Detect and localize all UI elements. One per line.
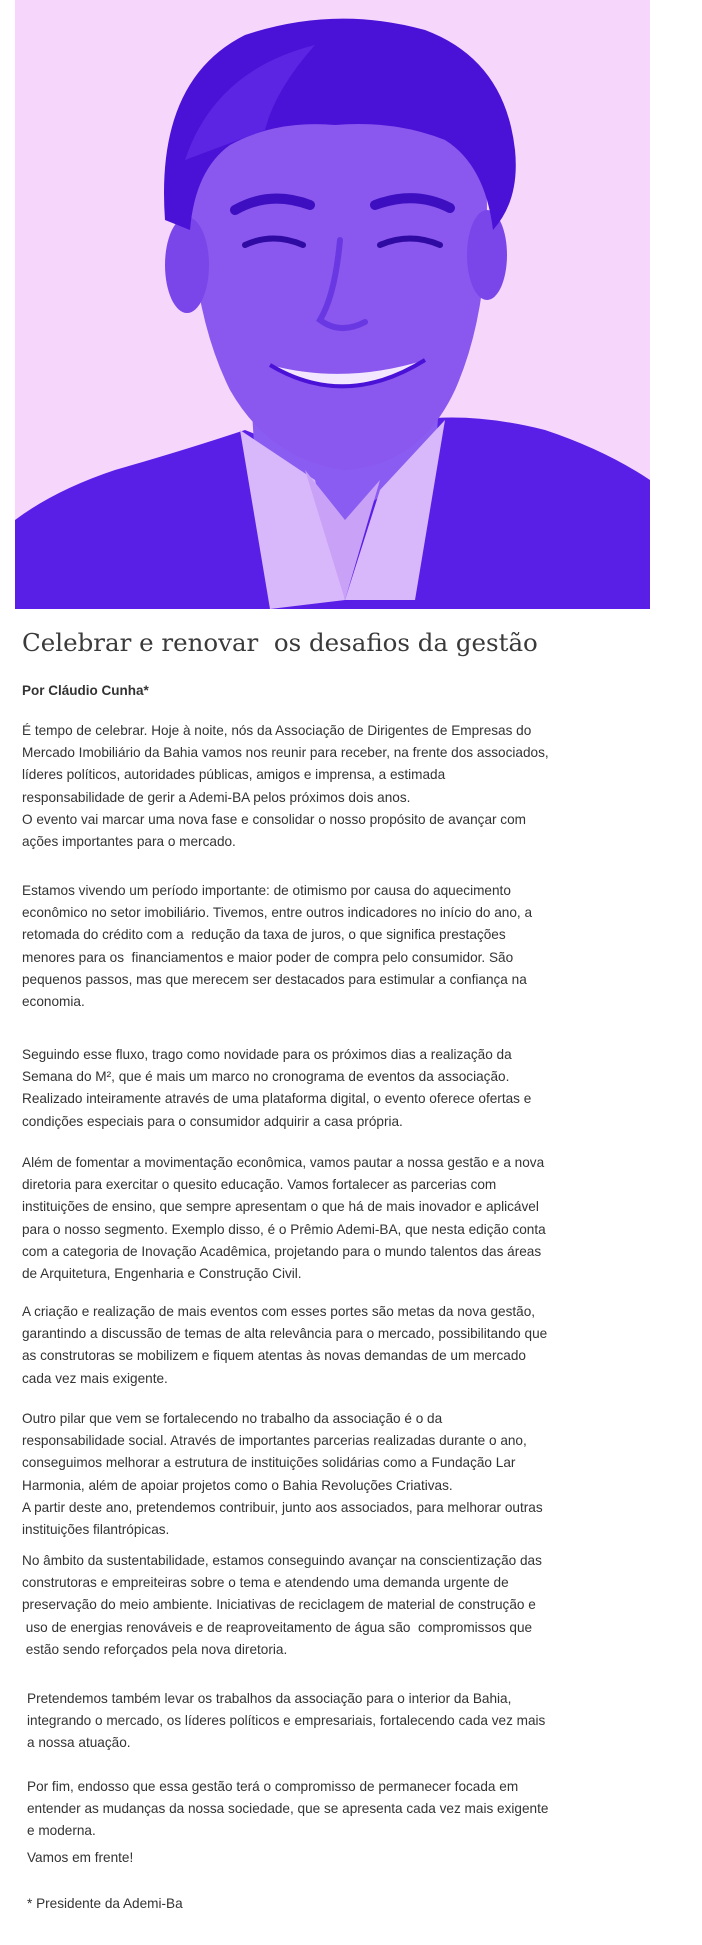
paragraph-line: pequenos passos, mas que merecem ser destacados para estimular a confiança na	[22, 971, 527, 987]
article-paragraph	[22, 1044, 582, 1133]
paragraph-line: econômico no setor imobiliário. Tivemos, entre outros indicadores no início do ano, a	[22, 905, 533, 921]
paragraph-line: economia.	[22, 994, 85, 1010]
article-paragraph	[22, 880, 582, 1013]
article-byline: Por Cláudio Cunha*	[22, 683, 149, 698]
article-paragraph	[22, 1301, 582, 1390]
paragraph-line: menores para os financiamentos e maior poder de compra pelo consumidor. São	[22, 949, 514, 965]
paragraph-line: * Presidente da Ademi-Ba	[27, 1896, 183, 1911]
article-paragraph	[27, 1776, 587, 1843]
paragraph-line: cada vez mais exigente.	[22, 1370, 168, 1386]
article-paragraph	[27, 1847, 587, 1869]
paragraph-line: A criação e realização de mais eventos com esses portes são metas da nova gestão,	[22, 1304, 536, 1319]
paragraph-line: A partir deste ano, pretendemos contribuir, junto aos associados, para melhorar outras	[22, 1499, 543, 1515]
paragraph-line: instituições de ensino, que sempre apresentam o que há de mais inovador e aplicável	[22, 1199, 539, 1215]
paragraph-line: Além de fomentar a movimentação econômica, vamos pautar a nossa gestão e a nova	[22, 1155, 545, 1170]
paragraph-line: Mercado Imobiliário da Bahia vamos nos reunir para receber, na frente dos associados,	[22, 745, 549, 761]
paragraph-line: conseguimos melhorar a estrutura de instituições solidárias como a Fundação Lar	[22, 1455, 516, 1471]
article-paragraph	[22, 720, 582, 853]
paragraph-line: preservação do meio ambiente. Iniciativas de reciclagem de material de construção e	[22, 1597, 536, 1613]
paragraph-line: instituições filantrópicas.	[22, 1522, 170, 1538]
paragraph-line: construtoras e empreiteiras sobre o tema e atendendo uma demanda urgente de	[22, 1575, 509, 1591]
paragraph-line: garantindo a discussão de temas de alta relevância para o mercado, possibilitando que	[22, 1326, 548, 1342]
paragraph-line: para o nosso segmento. Exemplo disso, é o Prêmio Ademi-BA, que nesta edição conta	[22, 1221, 546, 1237]
paragraph-line: Realizado inteiramente através de uma plataforma digital, o evento oferece ofertas e	[22, 1091, 532, 1107]
paragraph-line: No âmbito da sustentabilidade, estamos conseguindo avançar na conscientização das	[22, 1553, 542, 1568]
paragraph-line: Seguindo esse fluxo, trago como novidade para os próximos dias a realização da	[22, 1047, 512, 1062]
article-paragraph	[22, 1550, 582, 1661]
paragraph-line: com a categoria de Inovação Acadêmica, projetando para o mundo talentos das áreas	[22, 1243, 542, 1259]
paragraph-line: condições especiais para o consumidor adquirir a casa própria.	[22, 1113, 403, 1129]
paragraph-line: Vamos em frente!	[27, 1850, 134, 1865]
paragraph-line: Pretendemos também levar os trabalhos da associação para o interior da Bahia,	[27, 1691, 512, 1706]
article-paragraph	[22, 1152, 582, 1285]
paragraph-line: entender as mudanças da nossa sociedade, que se apresenta cada vez mais exigente	[27, 1801, 549, 1817]
paragraph-line: diretoria para exercitar o quesito educação. Vamos fortalecer as parcerias com	[22, 1177, 497, 1193]
paragraph-line: Por fim, endosso que essa gestão terá o compromisso de permanecer focada em	[27, 1779, 519, 1794]
paragraph-line: e moderna.	[27, 1823, 96, 1839]
paragraph-line: Harmonia, além de apoiar projetos como o Bahia Revoluções Criativas.	[22, 1477, 453, 1493]
paragraph-line: Estamos vivendo um período importante: de otimismo por causa do aquecimento	[22, 883, 511, 898]
article-title: Celebrar e renovar os desafios da gestão	[22, 628, 538, 657]
paragraph-line: a nossa atuação.	[27, 1735, 131, 1751]
paragraph-line: uso de energias renováveis e de reaproveitamento de água são compromissos que	[22, 1619, 533, 1635]
paragraph-line: líderes políticos, autoridades públicas, amigos e imprensa, a estimada	[22, 767, 446, 783]
paragraph-line: responsabilidade de gerir a Ademi-BA pelos próximos dois anos.	[22, 789, 411, 805]
paragraph-line: Semana do M², que é mais um marco no cronograma de eventos da associação.	[22, 1069, 510, 1085]
paragraph-line: integrando o mercado, os líderes políticos e empresariais, fortalecendo cada vez mais	[27, 1713, 546, 1729]
paragraph-line: estão sendo reforçados pela nova diretoria.	[22, 1641, 288, 1657]
paragraph-line: retomada do crédito com a redução da taxa de juros, o que significa prestações	[22, 927, 506, 943]
article-paragraph	[27, 1893, 587, 1915]
paragraph-line: Outro pilar que vem se fortalecendo no trabalho da associação é o da	[22, 1411, 443, 1426]
article-paragraph	[27, 1688, 587, 1755]
author-photo	[15, 0, 650, 609]
paragraph-line: responsabilidade social. Através de importantes parcerias realizadas durante o ano,	[22, 1433, 527, 1449]
paragraph-line: O evento vai marcar uma nova fase e consolidar o nosso propósito de avançar com	[22, 811, 526, 827]
article-paragraph	[22, 1408, 582, 1541]
paragraph-line: É tempo de celebrar. Hoje à noite, nós da Associação de Dirigentes de Empresas do	[22, 723, 532, 738]
paragraph-line: as construtoras se mobilizem e fiquem atentas às novas demandas de um mercado	[22, 1348, 526, 1364]
paragraph-line: de Arquitetura, Engenharia e Construção Civil.	[22, 1266, 302, 1282]
author-portrait-illustration	[15, 0, 650, 609]
paragraph-line: ações importantes para o mercado.	[22, 834, 236, 850]
